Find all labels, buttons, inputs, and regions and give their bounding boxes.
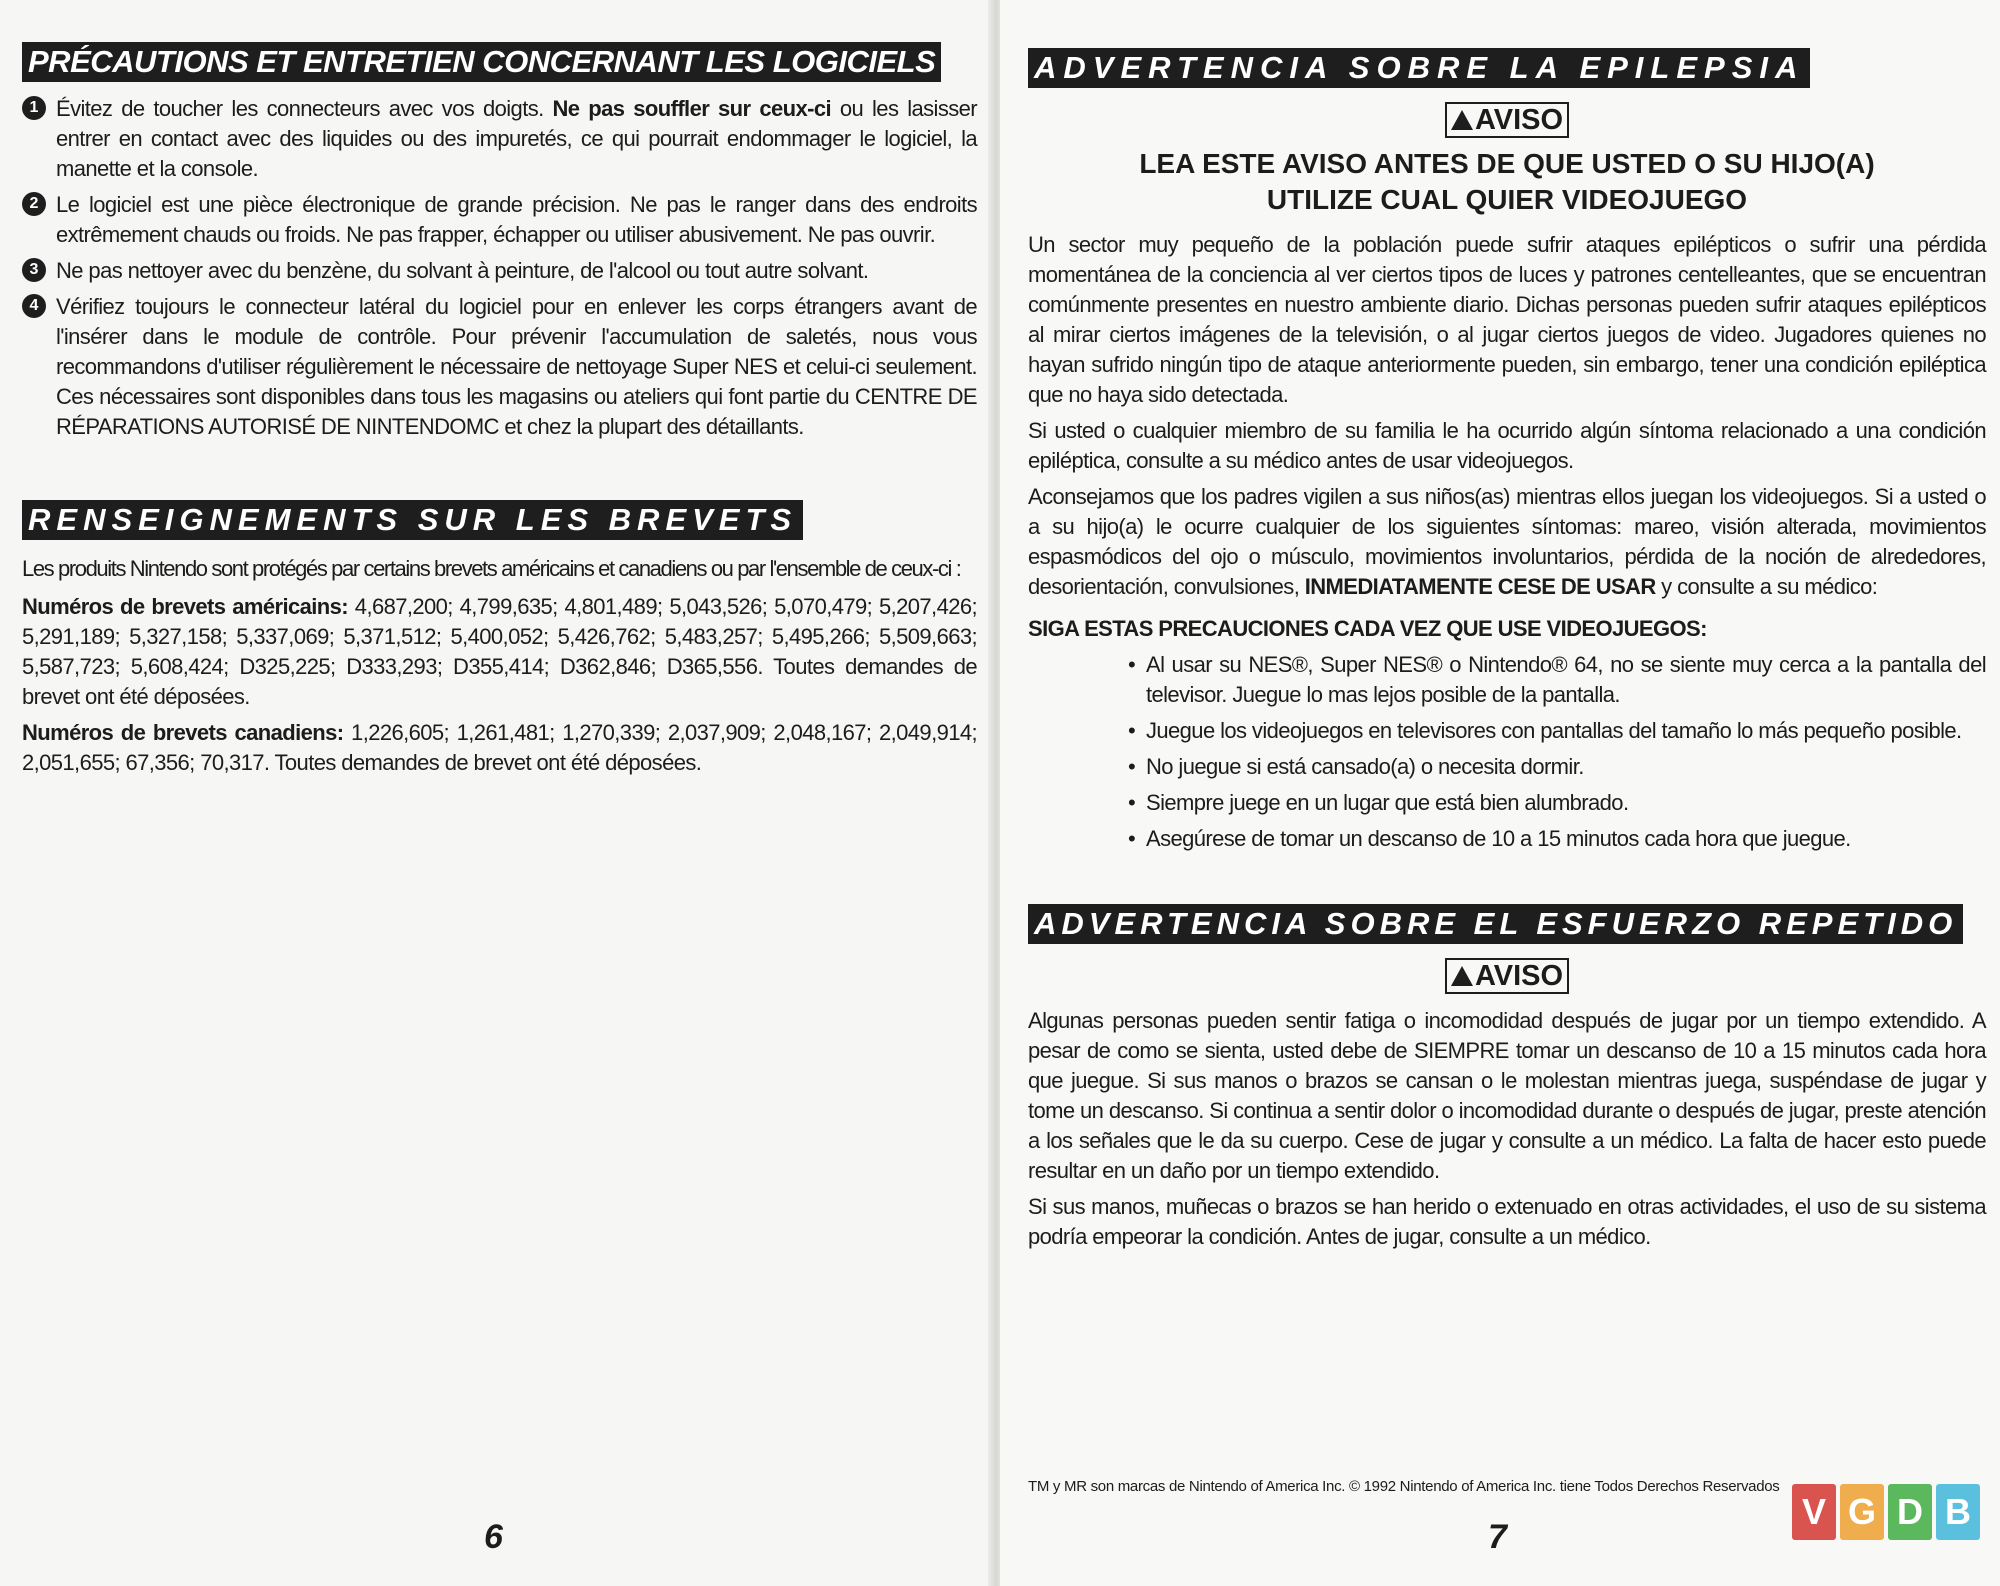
warning-triangle-icon — [1451, 966, 1473, 986]
aviso-label: AVISO — [1474, 104, 1564, 136]
epilepsy-heading: LEA ESTE AVISO ANTES DE QUE USTED O SU HIJO(A) UTILIZE CUAL QUIER VIDEOJUEGO — [1139, 148, 1875, 215]
precaution-bullet-1: • Al usar su NES®, Super NES® o Nintendo® 64, no se siente muy cerca a la pantalla del televisor. Juegue lo mas lejos posible de la pantalla. — [1128, 650, 1986, 710]
epilepsy-notice — [1028, 102, 1986, 138]
epilepsy-paragraph-2: Si usted o cualquier miembro de su familia le ha ocurrido algún síntoma relacionado a una condición epiléptica, consulte a su médico antes de usar videojuegos. — [1028, 418, 1986, 473]
care-item-3-text: Ne pas nettoyer avec du benzène, du solvant à peinture, de l'alcool ou tout autre solvant. — [56, 258, 869, 283]
precautions-heading: SIGA ESTAS PRECAUCIONES CADA VEZ QUE USE VIDEOJUEGOS: — [1028, 616, 1707, 641]
software-care-header: PRÉCAUTIONS ET ENTRETIEN CONCERNANT LES LOGICIELS — [22, 42, 941, 82]
care-item-1-rest: ou les lasisser entrer en contact avec des liquides ou des impuretés, ce qui pourrait endommager le logiciel, la manette et la console. — [56, 96, 977, 181]
right-page — [1000, 0, 2000, 1586]
precaution-bullet-2: • Juegue los videojuegos en televisores con pantallas del tamaño lo más pequeño posible. — [1128, 716, 1986, 746]
us-patents-list: 4,687,200; 4,799,635; 4,801,489; 5,043,526; 5,070,479; 5,207,426; 5,291,189; 5,327,158; 5,337,069; 5,371,512; 5,400,052; 5,426,762; 5,483,257; 5,495,266; 5,509,663; 5,587,723; 5,608,424; D325,225; D333,293; D355,414; D362,846; D365,556. Toutes demandes de brevet ont été déposées. — [22, 594, 977, 709]
number-bullet-2: 2 — [22, 192, 46, 216]
number-bullet-1: 1 — [22, 96, 46, 120]
precaution-bullet-4: • Siempre juege en un lugar que está bien alumbrado. — [1128, 788, 1986, 818]
patents-intro: Les produits Nintendo sont protégés par certains brevets américains et canadiens ou par l'ensemble de ceux-ci : — [22, 556, 961, 581]
strain-notice — [1028, 958, 1986, 994]
logo-letter-d: D — [1888, 1484, 1932, 1540]
epilepsy-p3-bold: INMEDIATAMENTE CESE DE USAR — [1304, 574, 1656, 599]
care-item-2 — [22, 190, 977, 250]
logo-letter-b: B — [1936, 1484, 1980, 1540]
right-column — [1028, 48, 1986, 1252]
number-bullet-3: 3 — [22, 258, 46, 282]
page-number-right: 7 — [1488, 1518, 1507, 1556]
epilepsy-header: ADVERTENCIA SOBRE LA EPILEPSIA — [1028, 48, 1810, 88]
aviso-box-2 — [1445, 958, 1569, 994]
us-patents — [22, 592, 977, 712]
ca-patents-label: Numéros de brevets canadiens: — [22, 720, 344, 745]
strain-paragraph-1: Algunas personas pueden sentir fatiga o incomodidad después de jugar por un tiempo extendido. A pesar de como se sienta, usted debe de SIEMPRE tomar un descanso de 10 a 15 minutos cada hora que juegue. Si sus manos o brazos se cansan o le molestan mientras juega, suspéndase de jugar y tome un descanso. Si continua a sentir dolor o incomodidad durante o después de jugar, preste atención a los señales que le da su cuerpo. Cese de jugar y consulte a un médico. La falta de hacer esto puede resultar en un daño por un tiempo extendido. — [1028, 1008, 1986, 1183]
epilepsy-paragraph-1: Un sector muy pequeño de la población puede sufrir ataques epilépticos o sufrir una pérdida momentánea de la conciencia al ver ciertos tipos de luces y patrones centelleantes, que se encuentran comúnmente presentes en nuestro ambiente diario. Dichas personas pueden sufrir ataques epilépticos al mirar ciertos imágenes de la televisión, o al jugar ciertos juegos de video. Jugadores quienes no hayan sufrido ningún tipo de ataque anteriormente pueden, sin embargo, tener una condición epiléptica que no haya sido detectada. — [1028, 232, 1986, 407]
ca-patents — [22, 718, 977, 778]
aviso-label-2: AVISO — [1474, 960, 1564, 992]
precaution-bullet-5: • Asegúrese de tomar un descanso de 10 a 15 minutos cada hora que juegue. — [1128, 824, 1986, 854]
care-item-4-text: Vérifiez toujours le connecteur latéral du logiciel pour en enlever les corps étrangers avant de l'insérer dans le module de contrôle. Pour prévenir l'accumulation de saletés, nous vous recommandons d'utiliser régulièrement le nécessaire de nettoyage Super NES et celui-ci seulement. Ces nécessaires sont disponibles dans tous les magasins ou ateliers qui font partie du CENTRE DE RÉPARATIONS AUTORISÉ DE NINTENDO — [56, 294, 977, 439]
warning-triangle-icon — [1451, 110, 1473, 130]
precaution-bullet-3: • No juegue si está cansado(a) o necesita dormir. — [1128, 752, 1986, 782]
trademark-footnote: TM y MR son marcas de Nintendo of America Inc. © 1992 Nintendo of America Inc. tiene Todos Derechos Reservados — [1028, 1478, 1780, 1495]
care-item-2-text: Le logiciel est une pièce électronique de grande précision. Ne pas le ranger dans des endroits extrêmement chauds ou froids. Ne pas frapper, échapper ou utiliser abusivement. Ne pas ouvrir. — [56, 192, 977, 247]
left-page — [0, 0, 993, 1586]
care-item-4 — [22, 292, 977, 442]
care-item-1-text: Évitez de toucher les connecteurs avec vos doigts. — [56, 96, 553, 121]
repetitive-strain-header: ADVERTENCIA SOBRE EL ESFUERZO REPETIDO — [1028, 904, 1963, 944]
us-patents-label: Numéros de brevets américains: — [22, 594, 348, 619]
logo-letter-g: G — [1840, 1484, 1884, 1540]
epilepsy-paragraph-3 — [1028, 482, 1986, 602]
patents-header: RENSEIGNEMENTS SUR LES BREVETS — [22, 500, 803, 540]
epilepsy-p3-rest: y consulte a su médico: — [1655, 574, 1878, 599]
ca-patents-list: 1,226,605; 1,261,481; 1,270,339; 2,037,909; 2,048,167; 2,049,914; 2,051,655; 67,356; 70,317. Toutes demandes de brevet ont été déposées. — [22, 720, 977, 775]
vgdb-watermark-logo — [1792, 1484, 1980, 1540]
care-item-1 — [22, 94, 977, 184]
number-bullet-4: 4 — [22, 294, 46, 318]
page-number-left: 6 — [484, 1518, 503, 1556]
aviso-box — [1445, 102, 1569, 138]
care-item-4-rest: MC et chez la plupart des détaillants. — [465, 414, 804, 439]
left-column — [22, 42, 977, 778]
logo-letter-v: V — [1792, 1484, 1836, 1540]
epilepsy-p3-text: Aconsejamos que los padres vigilen a sus niños(as) mientras ellos juegan los videojuegos. Si a usted o a su hijo(a) le ocurre cualquier de los siguientes síntomas: mareo, visión alterada, movimientos espasmódicos del ojo o músculo, movimientos involuntarios, pérdida de la noción de alrededores, desorientación, convulsiones, — [1028, 484, 1986, 599]
care-item-3 — [22, 256, 977, 286]
strain-paragraph-2: Si sus manos, muñecas o brazos se han herido o extenuado en otras actividades, el uso de su sistema podría empeorar la condición. Antes de jugar, consulte a un médico. — [1028, 1194, 1986, 1249]
care-item-1-bold: Ne pas souffler sur ceux-ci — [552, 96, 831, 121]
